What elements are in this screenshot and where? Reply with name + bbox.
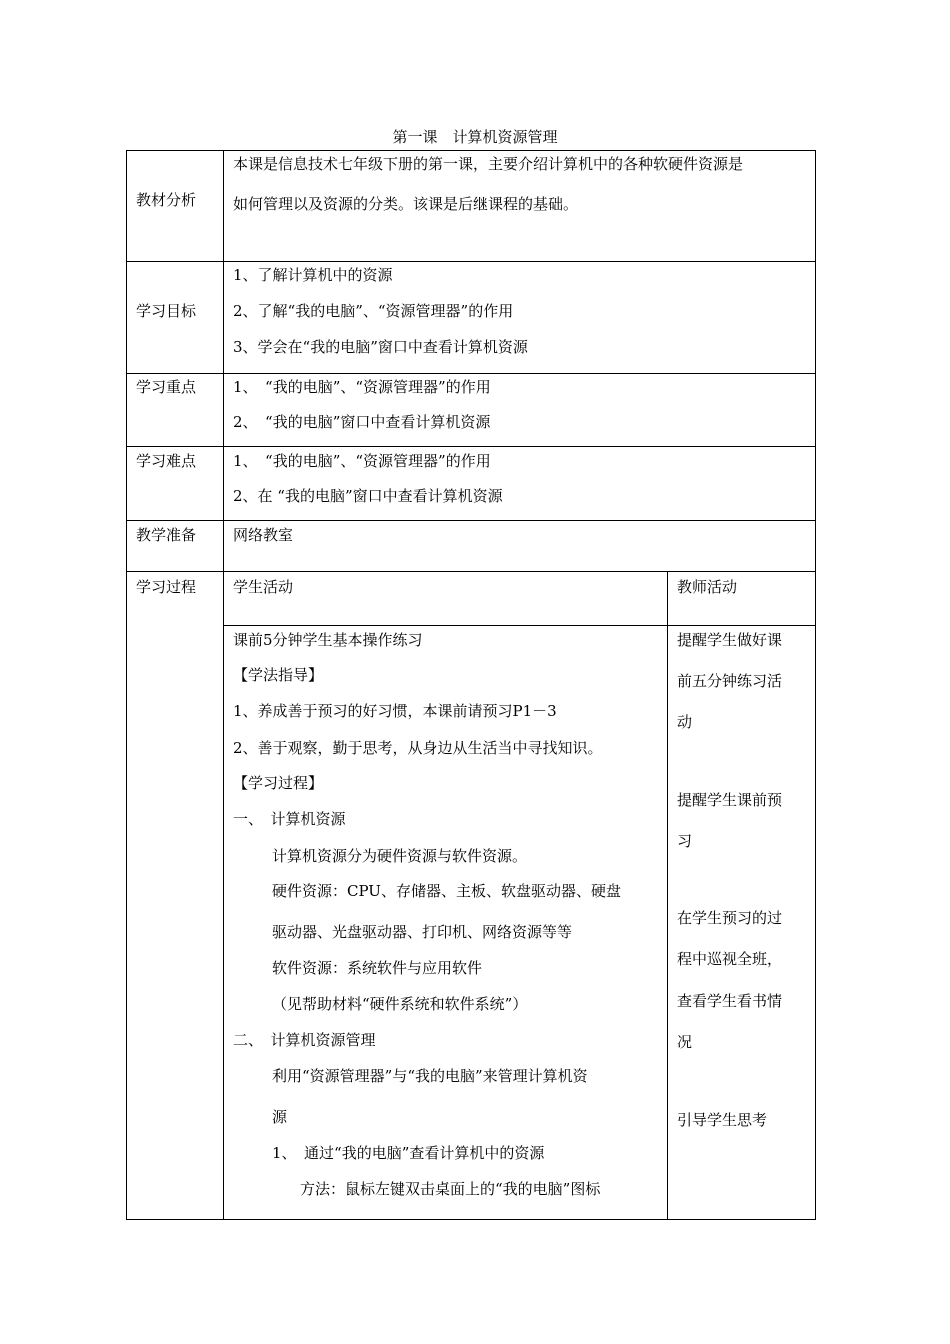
row-label-process: 学习过程 <box>136 578 197 596</box>
teacher-activity-line: 查看学生看书情 <box>677 992 783 1010</box>
student-activity-line: 驱动器、光盘驱动器、打印机、网络资源等等 <box>272 923 573 941</box>
teacher-activity-line: 在学生预习的过 <box>677 909 783 927</box>
lesson-plan-table <box>126 150 816 1220</box>
analysis-text-line: 本课是信息技术七年级下册的第一课，主要介绍计算机中的各种软硬件资源是 <box>233 155 744 173</box>
row-divider <box>126 261 816 262</box>
table-border-right <box>815 150 816 1220</box>
student-activity-line: 2、善于观察，勤于思考，从身边从生活当中寻找知识。 <box>233 739 603 757</box>
key-point-item: 1、 “我的电脑”、“资源管理器”的作用 <box>233 378 491 396</box>
student-activity-line: 硬件资源：CPU、存储器、主板、软盘驱动器、硬盘 <box>272 882 621 900</box>
page-title: 第一课 计算机资源管理 <box>392 128 558 146</box>
student-activity-line: 一、 计算机资源 <box>233 810 346 828</box>
student-activity-line: 源 <box>272 1108 288 1126</box>
student-activity-line: 【学习过程】 <box>233 774 324 792</box>
teacher-activity-line: 前五分钟练习活 <box>677 672 783 690</box>
teacher-column-divider <box>667 571 668 1220</box>
student-activity-line: 利用“资源管理器”与“我的电脑”来管理计算机资 <box>272 1067 588 1085</box>
row-label-difficulties: 学习难点 <box>136 452 197 470</box>
goal-item: 3、学会在“我的电脑”窗口中查看计算机资源 <box>233 338 528 356</box>
student-activity-line: 【学法指导】 <box>233 666 324 684</box>
teacher-activity-header: 教师活动 <box>677 578 738 596</box>
teacher-activity-line: 程中巡视全班， <box>677 950 783 968</box>
student-activity-header: 学生活动 <box>233 578 294 596</box>
student-activity-line: 方法：鼠标左键双击桌面上的“我的电脑”图标 <box>300 1180 601 1198</box>
student-activity-line: 课前5分钟学生基本操作练习 <box>233 631 423 649</box>
subheader-divider <box>223 625 816 626</box>
teacher-activity-line: 提醒学生做好课 <box>677 631 783 649</box>
analysis-text-line: 如何管理以及资源的分类。该课是后继课程的基础。 <box>233 195 579 213</box>
row-divider <box>126 373 816 374</box>
row-divider <box>126 446 816 447</box>
row-label-key-points: 学习重点 <box>136 378 197 396</box>
student-activity-line: 1、 通过“我的电脑”查看计算机中的资源 <box>272 1144 545 1162</box>
teacher-activity-line: 引导学生思考 <box>677 1111 768 1129</box>
teacher-activity-line: 动 <box>677 713 693 731</box>
label-column-divider <box>223 150 224 1220</box>
row-label-preparation: 教学准备 <box>136 526 197 544</box>
row-label-analysis: 教材分析 <box>136 191 197 209</box>
difficulty-item: 1、 “我的电脑”、“资源管理器”的作用 <box>233 452 491 470</box>
preparation-value: 网络教室 <box>233 526 294 544</box>
difficulty-item: 2、在 “我的电脑”窗口中查看计算机资源 <box>233 487 503 505</box>
goal-item: 1、了解计算机中的资源 <box>233 266 393 284</box>
student-activity-line: 1、养成善于预习的好习惯，本课前请预习P1－3 <box>233 702 557 720</box>
student-activity-line: 计算机资源分为硬件资源与软件资源。 <box>272 847 528 865</box>
student-activity-line: 软件资源：系统软件与应用软件 <box>272 959 483 977</box>
table-border-left <box>126 150 127 1220</box>
teacher-activity-line: 况 <box>677 1033 693 1051</box>
row-divider <box>126 520 816 521</box>
goal-item: 2、了解“我的电脑”、“资源管理器”的作用 <box>233 302 514 320</box>
key-point-item: 2、 “我的电脑”窗口中查看计算机资源 <box>233 413 491 431</box>
row-divider <box>126 571 816 572</box>
teacher-activity-line: 提醒学生课前预 <box>677 791 783 809</box>
table-border-bottom <box>126 1219 816 1220</box>
table-border-top <box>126 150 816 151</box>
teacher-activity-line: 习 <box>677 832 693 850</box>
student-activity-line: （见帮助材料“硬件系统和软件系统”） <box>272 995 528 1013</box>
row-label-goals: 学习目标 <box>136 302 197 320</box>
student-activity-line: 二、 计算机资源管理 <box>233 1031 376 1049</box>
